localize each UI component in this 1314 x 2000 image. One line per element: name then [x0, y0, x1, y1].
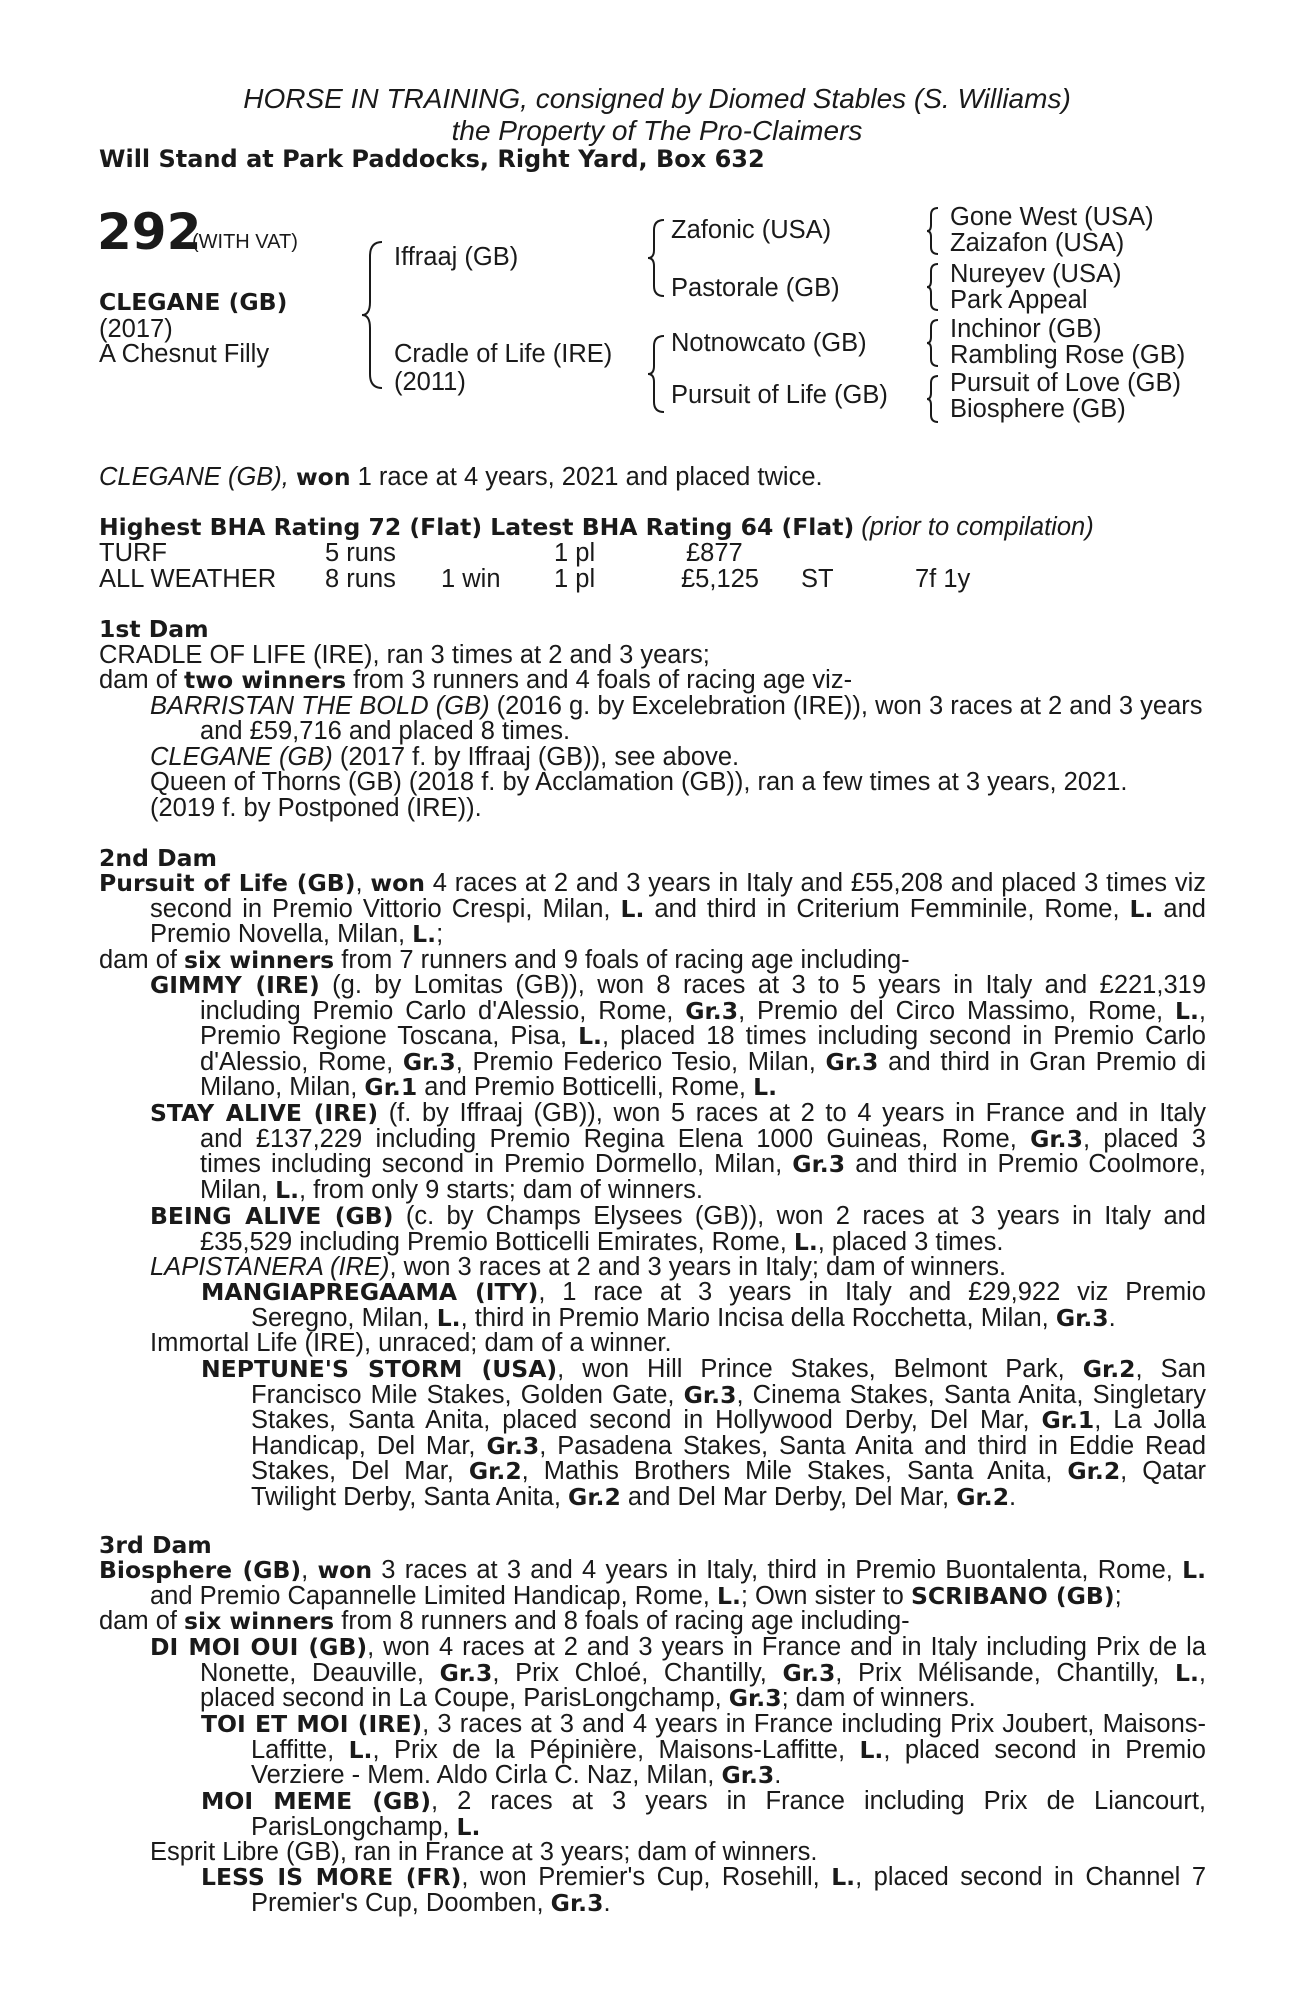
nep-n21: and Del Mar Derby, Del Mar,: [620, 1482, 957, 1511]
dam3-a10: ;: [1114, 1581, 1122, 1610]
dam1-winners: two winners: [184, 666, 347, 694]
dam1-l2c: from 3 runners and 4 foals of racing age viz-: [346, 666, 853, 694]
nep-n12: Gr.3: [486, 1431, 540, 1460]
dam2-a2: ,: [355, 869, 371, 897]
dam3-b1: dam of: [99, 1607, 185, 1636]
header-title: HORSE IN TRAINING, consigned by Diomed Stables (S. Williams): [243, 83, 1071, 114]
stay-s7: Gr.3: [792, 1150, 846, 1179]
dam3-name: Biosphere (GB): [99, 1556, 302, 1584]
gimmy-g14: Gr.3: [825, 1047, 879, 1076]
gimmy-g8: Premio Regione Toscana, Pisa,: [200, 1022, 579, 1051]
pedigree-brace-g3-2: [925, 262, 941, 312]
nep-n14: Stakes, Del Mar,: [251, 1457, 469, 1486]
bha-rating: [99, 515, 1094, 541]
stats-row-turf-placed: 1 pl: [554, 539, 596, 567]
lapistanera-text: , won 3 races at 2 and 3 years in Italy; dam of winners.: [389, 1253, 1007, 1281]
stats-row-aw-course: ST: [801, 565, 834, 593]
dam2-winners: six winners: [184, 945, 335, 974]
stats-row-aw-distance: 7f 1y: [915, 565, 971, 593]
dam2-neptunes-storm: [201, 1357, 1206, 1511]
nep-n5: Francisco Mile Stakes, Golden Gate,: [251, 1380, 684, 1409]
mangia-m5: , third in Premio Mario Incisa della Rocchetta, Milan,: [460, 1303, 1056, 1332]
dam1-line1: CRADLE OF LIFE (IRE), ran 3 times at 2 and 3 years;: [99, 641, 710, 669]
dam3-moi-meme: [201, 1789, 1206, 1840]
being-e3: £35,529 including Premio Botticelli Emirates, Rome,: [200, 1227, 794, 1256]
stats-row-aw-placed: 1 pl: [554, 565, 596, 593]
dam3-esprit-libre: Esprit Libre (GB), ran in France at 3 years; dam of winners.: [150, 1838, 818, 1866]
being-e2: (c. by Champs Elysees (GB)), won 2 races at 3 years in Italy and: [393, 1202, 1206, 1230]
dam1-progeny-3: Queen of Thorns (GB) (2018 f. by Acclamation (GB)), ran a few times at 3 years, 2021.: [150, 768, 1128, 796]
stay-alive-name: STAY ALIVE (IRE): [150, 1099, 379, 1127]
dam2-gimmy: [150, 973, 1206, 1101]
nep-n15: Gr.2: [468, 1457, 522, 1486]
stay-s6: times including second in Premio Dormello, Milan,: [200, 1150, 793, 1179]
stay-s8: and third in Premio Coolmore,: [845, 1150, 1206, 1179]
tem-t10: .: [774, 1761, 782, 1790]
toi-et-moi-name: TOI ET MOI (IRE): [201, 1710, 423, 1738]
pedigree-brace-g3-3: [925, 318, 941, 368]
dam2-a10: Premio Novella, Milan,: [150, 920, 413, 949]
horse-year: (2017): [99, 315, 173, 343]
tem-t6: L.: [859, 1735, 884, 1764]
stay-s5: , placed 3: [1082, 1124, 1206, 1153]
rating-note: (prior to compilation): [861, 513, 1094, 541]
gimmy-g13: , Premio Federico Tesio, Milan,: [455, 1047, 826, 1076]
gimmy-g7: ,: [1198, 996, 1206, 1025]
pedigree-brace-main: [360, 240, 386, 390]
pedigree-g3-1: Gone West (USA): [950, 203, 1154, 231]
dam3-heading: 3rd Dam: [99, 1531, 212, 1559]
dam2-immortal-life: Immortal Life (IRE), unraced; dam of a winner.: [150, 1329, 672, 1357]
tem-t5: , Prix de la Pépinière, Maisons-Laffitte,: [372, 1735, 860, 1764]
mm-m3: ParisLongchamp,: [251, 1812, 457, 1841]
tem-t3: Laffitte,: [251, 1735, 349, 1764]
dam2-lapistanera: [150, 1255, 1006, 1281]
dam2-heading: 2nd Dam: [99, 844, 217, 872]
horse-description: A Chesnut Filly: [99, 340, 270, 368]
mangiapregaama-name: MANGIAPREGAAMA (ITY): [201, 1278, 539, 1306]
dam1-progeny-2: [150, 745, 739, 771]
pedigree-dam-year: (2011): [394, 368, 466, 396]
mangia-m2: , 1 race at 3 years in Italy and £29,922 viz Premio: [538, 1278, 1206, 1306]
stats-table: [99, 541, 999, 593]
nep-n22: Gr.2: [956, 1482, 1010, 1511]
rating-text: Highest BHA Rating 72 (Flat) Latest BHA Rating 64 (Flat): [99, 513, 855, 541]
stay-s3: and £137,229 including Premio Regina Elena 1000 Guineas, Rome,: [200, 1124, 1031, 1153]
nep-n3: Gr.2: [1082, 1355, 1136, 1383]
gimmy-g11: d'Alessio, Rome,: [200, 1047, 403, 1076]
dmo-d8: L.: [1175, 1658, 1199, 1687]
stats-row-aw-wins: 1 win: [441, 565, 501, 593]
dam3-di-moi-oui: [150, 1635, 1206, 1712]
pedigree-dam-sire: Notnowcato (GB): [671, 329, 867, 357]
dam1-progeny-4: (2019 f. by Postponed (IRE)).: [150, 794, 482, 822]
stats-row-turf-runs: 5 runs: [325, 539, 396, 567]
lim-x4: , placed second in Channel 7: [855, 1863, 1206, 1891]
dmo-d12: ; dam of winners.: [781, 1684, 976, 1713]
stats-row-turf-surface: TURF: [99, 539, 167, 567]
nep-n11: Handicap, Del Mar,: [251, 1431, 487, 1460]
dmo-d6: Gr.3: [782, 1658, 836, 1687]
dam3-b3: from 8 runners and 8 foals of racing age including-: [334, 1607, 910, 1636]
gimmy-g10: , placed 18 times including second in Premio Carlo: [601, 1022, 1206, 1051]
stats-row-aw-surface: ALL WEATHER: [99, 565, 277, 593]
tem-t2: , 3 races at 3 and 4 years in France including Prix Joubert, Maisons-: [422, 1710, 1207, 1738]
lim-x3: L.: [831, 1863, 856, 1891]
nep-n19: Twilight Derby, Santa Anita,: [251, 1482, 569, 1511]
stay-s9: Milan,: [200, 1175, 276, 1204]
nep-n8: Stakes, Santa Anita, placed second in Hollywood Derby, Del Mar,: [251, 1406, 1042, 1435]
dam3-less-is-more: [201, 1865, 1206, 1916]
stats-row-aw-runs: 8 runs: [325, 565, 396, 593]
dam2-b1: dam of: [99, 945, 185, 974]
dmo-d11: Gr.3: [728, 1684, 782, 1713]
mangia-m6: Gr.3: [1055, 1303, 1109, 1332]
stay-s11: , from only 9 starts; dam of winners.: [299, 1175, 703, 1204]
nep-n7: , Cinema Stakes, Santa Anita, Singletary: [736, 1380, 1206, 1409]
dam3-a5: L.: [1182, 1556, 1206, 1584]
dam3-a7: L.: [716, 1581, 741, 1610]
being-e5: , placed 3 times.: [817, 1227, 1004, 1256]
dam1-progeny-1: [150, 694, 1203, 720]
dam2-record: [99, 871, 1206, 973]
dam3-a6: and Premio Capannelle Limited Handicap, Rome,: [150, 1581, 717, 1610]
dam2-being-alive: [150, 1204, 1206, 1255]
dam1-line2: [99, 668, 852, 694]
gimmy-g5: , Premio del Circo Massimo, Rome,: [738, 996, 1175, 1025]
dam3-winners: six winners: [184, 1607, 335, 1636]
pedigree-g3-4: Park Appeal: [950, 286, 1088, 314]
dam1-p2-name: CLEGANE (GB): [150, 743, 333, 771]
nep-n9: Gr.1: [1041, 1406, 1095, 1435]
dam3-scribano: SCRIBANO (GB): [910, 1581, 1115, 1610]
lim-x5: Premier's Cup, Doomben,: [251, 1888, 551, 1917]
tem-t7: , placed second in Premio: [883, 1735, 1206, 1764]
nep-n2: , won Hill Prince Stakes, Belmont Park,: [557, 1355, 1083, 1383]
dam3-record: [99, 1558, 1206, 1635]
being-e4: L.: [793, 1227, 818, 1256]
moi-meme-name: MOI MEME (GB): [201, 1787, 431, 1815]
dam2-a12: ;: [436, 920, 444, 949]
tem-t9: Gr.3: [721, 1761, 775, 1790]
dam2-a6: L.: [620, 894, 645, 923]
gimmy-g15: and third in Gran Premio di: [878, 1047, 1206, 1076]
pedigree-g3-5: Inchinor (GB): [950, 315, 1102, 343]
dmo-d7: , Prix Mélisande, Chantilly,: [835, 1658, 1175, 1687]
gimmy-g3: including Premio Carlo d'Alessio, Rome,: [200, 996, 686, 1025]
mangia-m7: .: [1108, 1303, 1116, 1332]
less-is-more-name: LESS IS MORE (FR): [201, 1863, 462, 1891]
dmo-d10: placed second in La Coupe, ParisLongchamp,: [200, 1684, 729, 1713]
dmo-d2: , won 4 races at 2 and 3 years in France and in Italy including Prix de la: [367, 1633, 1207, 1661]
tem-t4: L.: [348, 1735, 373, 1764]
gimmy-g6: L.: [1175, 996, 1199, 1025]
dam3-a8: ; Own sister to: [740, 1581, 911, 1610]
dam2-a4: 4 races at 2 and 3 years in Italy and £55,208 and placed 3 times viz: [424, 869, 1206, 897]
header-subtitle: the Property of The Pro-Claimers: [451, 115, 863, 146]
race-summary: [99, 465, 823, 491]
pedigree-sire-sire: Zafonic (USA): [671, 216, 832, 244]
nep-n18: , Qatar: [1120, 1457, 1207, 1486]
pedigree-dam: Cradle of Life (IRE): [394, 340, 613, 368]
being-alive-name: BEING ALIVE (GB): [150, 1202, 394, 1230]
gimmy-name: GIMMY (IRE): [150, 971, 320, 999]
dmo-d5: , Prix Chloé, Chantilly,: [492, 1658, 783, 1687]
tem-t8: Verziere - Mem. Aldo Cirla C. Naz, Milan,: [251, 1761, 722, 1790]
dam2-b3: from 7 runners and 9 foals of racing age including-: [334, 945, 910, 974]
nep-n20: Gr.2: [568, 1482, 621, 1511]
dam2-mangiapregaama: [201, 1280, 1206, 1331]
dmo-d4: Gr.3: [439, 1658, 493, 1687]
stats-row-aw-prize: £5,125: [681, 565, 759, 593]
nep-n10: , La Jolla: [1094, 1406, 1206, 1435]
nep-n17: Gr.2: [1067, 1457, 1121, 1486]
pedigree-dam-dam: Pursuit of Life (GB): [671, 381, 888, 409]
lot-vat: (WITH VAT): [192, 231, 298, 253]
dam3-won: won: [317, 1556, 373, 1584]
gimmy-g12: Gr.3: [402, 1047, 456, 1076]
summary-text: 1 race at 4 years, 2021 and placed twice.: [357, 463, 823, 491]
horse-name: CLEGANE (GB): [99, 288, 288, 316]
dam1-p1-name: BARRISTAN THE BOLD (GB): [150, 692, 490, 720]
dam2-name: Pursuit of Life (GB): [99, 869, 356, 897]
lapistanera-name: LAPISTANERA (IRE): [150, 1253, 390, 1281]
dam3-a2: ,: [301, 1556, 318, 1584]
gimmy-g17: Gr.1: [364, 1073, 418, 1102]
dam1-l2a: dam of: [99, 666, 185, 694]
pedigree-brace-g3-1: [925, 206, 941, 256]
dam1-p1-text: (2016 g. by Excelebration (IRE)), won 3 races at 2 and 3 years: [489, 692, 1203, 720]
pedigree-g3-2: Zaizafon (USA): [950, 229, 1125, 257]
pedigree-brace-sire: [646, 218, 668, 298]
lim-x6: Gr.3: [550, 1888, 604, 1917]
mm-m4: L.: [456, 1812, 481, 1841]
di-moi-oui-name: DI MOI OUI (GB): [150, 1633, 368, 1661]
gimmy-g4: Gr.3: [685, 996, 739, 1025]
stay-s4: Gr.3: [1030, 1124, 1083, 1153]
dmo-d9: ,: [1198, 1658, 1206, 1687]
dam2-a7: and third in Criterium Femminile, Rome,: [644, 894, 1130, 923]
mm-m2: , 2 races at 3 years in France including Prix de Liancourt,: [430, 1787, 1206, 1815]
stay-s10: L.: [275, 1175, 300, 1204]
dam1-p2-text: (2017 f. by Iffraaj (GB)), see above.: [332, 743, 740, 771]
gimmy-g19: L.: [753, 1073, 778, 1102]
gimmy-g16: Milano, Milan,: [200, 1073, 365, 1102]
neptunes-storm-name: NEPTUNE'S STORM (USA): [201, 1355, 558, 1383]
pedigree-g3-3: Nureyev (USA): [950, 260, 1122, 288]
pedigree-g3-7: Pursuit of Love (GB): [950, 369, 1182, 397]
gimmy-g2: (g. by Lomitas (GB)), won 8 races at 3 to 5 years in Italy and £221,319: [319, 971, 1206, 999]
stats-row-turf-prize: £877: [686, 539, 743, 567]
nep-n4: , San: [1135, 1355, 1206, 1383]
summary-name: CLEGANE (GB),: [99, 463, 289, 491]
pedigree-sire: Iffraaj (GB): [394, 243, 519, 271]
dam3-toi-et-moi: [201, 1712, 1206, 1789]
header-location: Will Stand at Park Paddocks, Right Yard, Box 632: [99, 145, 765, 173]
gimmy-g18: and Premio Botticelli, Rome,: [417, 1073, 754, 1102]
dmo-d3: Nonette, Deauville,: [200, 1658, 440, 1687]
stay-s2: (f. by Iffraaj (GB)), won 5 races at 2 to 4 years in France and in Italy: [378, 1099, 1206, 1127]
summary-won: won: [295, 463, 351, 491]
dam1-heading: 1st Dam: [99, 615, 209, 643]
lim-x7: .: [603, 1888, 611, 1917]
dam2-a9: and: [1153, 894, 1206, 923]
pedigree-sire-dam: Pastorale (GB): [671, 274, 840, 302]
mangia-m3: Seregno, Milan,: [251, 1303, 437, 1332]
dam2-stay-alive: [150, 1101, 1206, 1203]
pedigree-g3-8: Biosphere (GB): [950, 395, 1126, 423]
dam3-a4: 3 races at 3 and 4 years in Italy, third in Premio Buontalenta, Rome,: [372, 1556, 1183, 1584]
nep-n23: .: [1009, 1482, 1017, 1511]
dam2-won: won: [370, 869, 425, 897]
nep-n6: Gr.3: [683, 1380, 737, 1409]
dam2-a11: L.: [412, 920, 437, 949]
nep-n16: , Mathis Brothers Mile Stakes, Santa Anita,: [521, 1457, 1068, 1486]
gimmy-g9: L.: [578, 1022, 602, 1051]
pedigree-brace-dam: [646, 334, 668, 414]
dam2-a8: L.: [1129, 894, 1154, 923]
lim-x2: , won Premier's Cup, Rosehill,: [461, 1863, 832, 1891]
dam2-a5: second in Premio Vittorio Crespi, Milan,: [150, 894, 621, 923]
dam1-progeny-1-cont: and £59,716 and placed 8 times.: [200, 717, 571, 745]
lot-number: 292: [97, 203, 202, 261]
nep-n13: , Pasadena Stakes, Santa Anita and third in Eddie Read: [539, 1431, 1206, 1460]
pedigree-brace-g3-4: [925, 374, 941, 424]
mangia-m4: L.: [436, 1303, 461, 1332]
pedigree-g3-6: Rambling Rose (GB): [950, 341, 1186, 369]
